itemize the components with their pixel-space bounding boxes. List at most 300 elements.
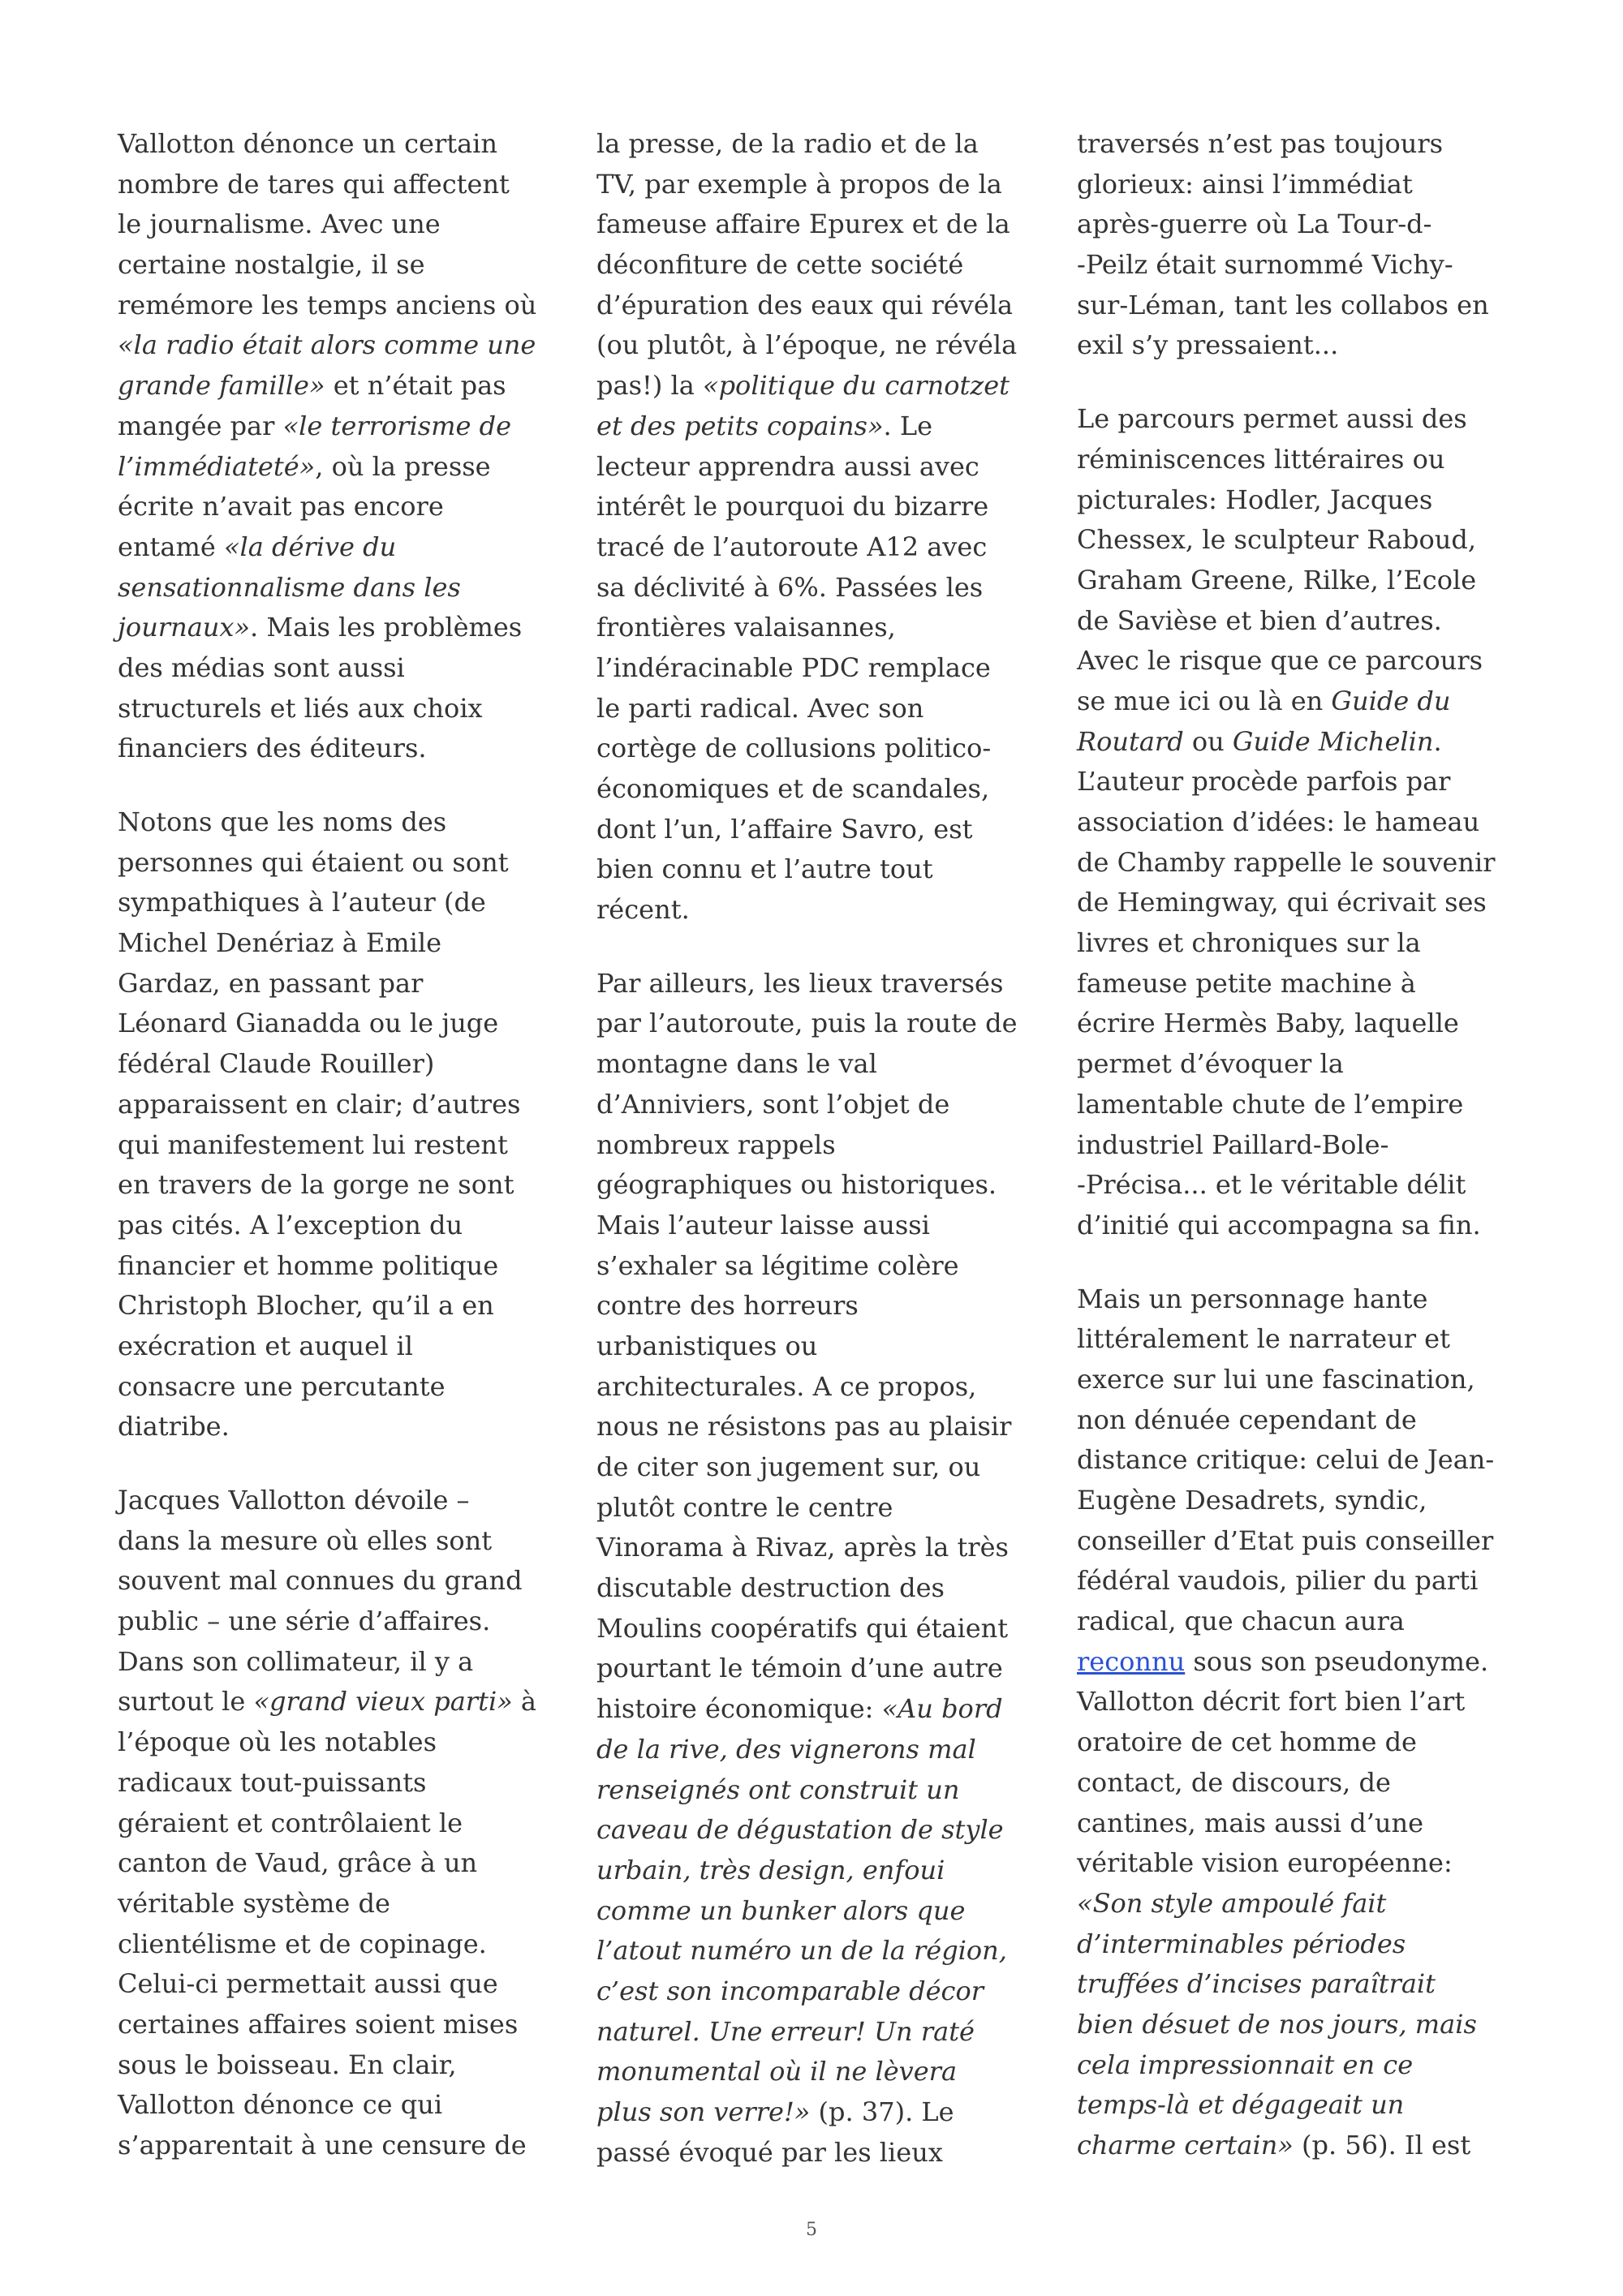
text-line [118,1602,580,1642]
text-line [118,1004,580,1044]
text-run: -Peilz était surnommé Vichy- [1077,249,1453,281]
text-run: remémore les temps anciens où [118,289,537,320]
italic-quote: «grand vieux parti» [253,1686,513,1718]
text-run: passé évoqué par les lieux [596,2136,943,2168]
text-line [596,1165,1059,1206]
text-run: après-guerre où La Tour-d- [1077,209,1432,240]
text-line [118,1165,580,1206]
text-run: l’époque où les notables [118,1726,437,1758]
paragraph [118,802,580,1447]
text-line [1077,802,1539,843]
text-run: fameuse affaire Epurex et de la [596,209,1010,240]
text-line [118,689,580,729]
text-run: clientélisme et de copinage. [118,1928,487,1959]
text-line [1077,2045,1539,2086]
text-line [1077,1360,1539,1400]
text-run: Moulins coopératifs qui étaient [596,1612,1009,1644]
text-line [118,568,580,608]
text-run: pas!) la [596,370,703,402]
text-run: qui manifestement lui restent [118,1129,508,1160]
text-run: pourtant le témoin d’une autre [596,1653,1003,1684]
text-run: L’auteur procède parfois par [1077,766,1451,798]
text-run: véritable vision européenne: [1077,1847,1453,1879]
text-run: s’exhaler sa légitime colère [596,1249,959,1281]
text-line [596,1730,1059,1770]
text-run: pas cités. A l’exception du [118,1209,463,1240]
text-run: traversés n’est pas toujours [1077,128,1444,159]
text-line [1077,245,1539,286]
text-run: Jacques Vallotton dévoile – [118,1485,470,1516]
text-line [1077,1843,1539,1884]
text-run: plutôt contre le centre [596,1491,893,1523]
text-line [596,1649,1059,1689]
paragraph [1077,399,1539,1245]
text-line [1077,601,1539,642]
italic-quote: Guide du [1331,685,1451,716]
text-run: , où la presse [315,450,491,482]
italic-quote: plus son verre!» [596,2096,811,2127]
text-run: Eugène Desadrets, syndic, [1077,1485,1427,1516]
text-line [596,245,1059,286]
italic-quote: charme certain» [1077,2130,1294,2161]
text-run: . [1433,725,1442,757]
italic-quote: l’immédiateté» [118,450,316,482]
text-line [118,2085,580,2126]
text-line [1077,124,1539,165]
text-run: nombreux rappels [596,1129,836,1160]
text-line [596,608,1059,648]
text-line [596,1447,1059,1488]
text-run: glorieux: ainsi l’immédiat [1077,168,1413,200]
text-run: le journalisme. Avec une [118,209,441,240]
text-run: lamentable chute de l’empire [1077,1088,1464,1120]
text-line [118,843,580,884]
text-run: sous le boisseau. En clair, [118,2049,457,2080]
text-run: et n’était pas [325,370,506,402]
text-run: Gardaz, en passant par [118,967,424,999]
italic-quote: bien désuet de nos jours, mais [1077,2008,1477,2040]
text-line [596,406,1059,447]
text-run: se mue ici ou là en [1077,685,1332,716]
text-run: sur-Léman, tant les collabos en [1077,289,1489,320]
text-run: -Précisa... et le véritable délit [1077,1169,1466,1201]
text-run: sympathiques à l’auteur (de [118,887,486,918]
text-run: TV, par exemple à propos de la [596,168,1002,200]
text-line [118,2045,580,2086]
text-run: la presse, de la radio et de la [596,128,979,159]
text-run: par l’autoroute, puis la route de [596,1008,1018,1039]
italic-quote: «la dérive du [223,531,397,562]
text-line [118,165,580,205]
text-line [1077,1763,1539,1804]
text-line [1077,1319,1539,1360]
italic-quote: monumental où il ne lèvera [596,2056,958,2087]
text-run: architecturales. A ce propos, [596,1370,977,1402]
text-run: cantines, mais aussi d’une [1077,1807,1424,1838]
text-line [596,849,1059,890]
text-run: écrite n’avait pas encore [118,491,444,522]
text-line [118,325,580,366]
text-line [118,1407,580,1447]
text-run: cortège de collusions politico- [596,733,992,764]
text-line [118,527,580,568]
text-line [596,1326,1059,1367]
text-line [118,883,580,923]
text-line [1077,1206,1539,1246]
italic-quote: l’atout numéro un de la région, [596,1935,1007,1967]
italic-quote: «la radio était alors comme une [118,329,536,361]
text-run: Mais un personnage hante [1077,1283,1428,1314]
italic-quote: naturel. Une erreur! Un raté [596,2015,975,2047]
text-line [1077,641,1539,681]
text-run: récent. [596,894,690,926]
text-line [596,1044,1059,1085]
text-line [596,1004,1059,1044]
text-line [118,124,580,165]
text-line [118,286,580,326]
text-run: (p. 56). Il est [1293,2130,1471,2161]
text-run: tracé de l’autoroute A12 avec [596,531,988,562]
text-line [118,245,580,286]
text-line [118,1642,580,1683]
text-run: d’épuration des eaux qui révéla [596,289,1014,320]
text-line [596,890,1059,931]
text-run: de citer son jugement sur, ou [596,1451,981,1482]
text-run: discutable destruction des [596,1572,945,1604]
text-run: véritable système de [118,1887,390,1919]
text-line [1077,1400,1539,1441]
text-run: (p. 37). Le [810,2096,954,2127]
text-run: l’indéracinable PDC remplace [596,651,991,683]
text-line [596,1246,1059,1287]
text-run: Dans son collimateur, il y a [118,1645,474,1677]
text-run: contact, de discours, de [1077,1766,1391,1798]
text-run: diatribe. [118,1411,230,1443]
text-run: exécration et auquel il [118,1330,413,1361]
text-line [596,1568,1059,1609]
reconnu-link[interactable]: reconnu [1077,1645,1186,1677]
italic-quote: truffées d’incises paraîtrait [1077,1968,1436,2000]
italic-quote: «politique du carnotzet [702,370,1010,402]
italic-quote: «le terrorisme de [282,410,511,441]
text-run: . Le [883,410,933,441]
text-line [118,608,580,648]
text-line [596,1528,1059,1568]
text-line [1077,2005,1539,2045]
text-line [596,204,1059,245]
text-line [596,1891,1059,1932]
text-line [118,1286,580,1326]
text-run: fameuse petite machine à [1077,967,1416,999]
text-run: de Savièse et bien d’autres. [1077,604,1442,636]
text-run: histoire économique: [596,1693,882,1725]
text-line [1077,1602,1539,1642]
italic-quote: Routard [1077,725,1184,757]
text-line [118,1682,580,1722]
text-run: financiers des éditeurs. [118,733,427,764]
text-run: déconfiture de cette société [596,249,964,281]
text-line [596,810,1059,850]
text-line [118,1964,580,2005]
text-line [118,1804,580,1844]
text-run: (ou plutôt, à l’époque, ne révéla [596,329,1018,361]
italic-quote: d’interminables périodes [1077,1928,1406,1959]
text-line [1077,1722,1539,1763]
text-run: Avec le risque que ce parcours [1077,645,1483,677]
text-line [1077,561,1539,601]
text-line [118,923,580,964]
text-run: écrire Hermès Baby, laquelle [1077,1008,1459,1039]
text-line [596,165,1059,205]
text-line [118,1085,580,1125]
text-run: Chessex, le sculpteur Raboud, [1077,524,1477,556]
text-line [118,1924,580,1965]
text-run: public – une série d’affaires. [118,1606,491,1637]
text-line [1077,1044,1539,1085]
text-run: fédéral vaudois, pilier du parti [1077,1565,1479,1597]
text-run: . Mais les problèmes [250,612,523,643]
text-line [596,366,1059,406]
text-run: exil s’y pressaient... [1077,329,1339,361]
text-line [1077,1279,1539,1320]
text-run: financier et homme politique [118,1249,499,1281]
text-line [596,1206,1059,1246]
italic-quote: et des petits copains» [596,410,884,441]
text-line [596,1125,1059,1166]
text-run: Vallotton dénonce ce qui [118,2089,443,2121]
text-line [596,648,1059,689]
italic-quote: comme un bunker alors que [596,1894,966,1926]
text-run: à [512,1686,536,1718]
paragraph [1077,124,1539,366]
text-line [1077,440,1539,480]
text-run: nous ne résistons pas au plaisir [596,1411,1012,1443]
text-line [118,1206,580,1246]
text-line [596,1286,1059,1326]
paragraph [118,1481,580,2166]
text-line [596,447,1059,488]
text-run: s’apparentait à une censure de [118,2130,527,2161]
text-line [118,1481,580,1521]
text-run: Notons que les noms des [118,806,447,837]
text-run: Par ailleurs, les lieux traversés [596,967,1004,999]
text-line [1077,325,1539,366]
text-line [1077,1924,1539,1965]
text-run: souvent mal connues du grand [118,1565,523,1597]
text-line [596,2012,1059,2053]
italic-quote: c’est son incomparable décor [596,1975,984,2006]
text-line [118,1326,580,1367]
text-run: entamé [118,531,224,562]
text-line [118,964,580,1004]
text-run: oratoire de cet homme de [1077,1726,1417,1758]
text-line [596,2052,1059,2092]
text-run: réminiscences littéraires ou [1077,443,1445,475]
text-line [1077,1521,1539,1562]
text-line [596,1770,1059,1811]
text-run: dans la mesure où elles sont [118,1524,493,1556]
text-run: surtout le [118,1686,254,1718]
text-line [118,447,580,488]
text-run: urbanistiques ou [596,1330,818,1361]
text-line [596,1367,1059,1408]
text-line [118,1246,580,1287]
italic-quote: temps-là et dégageait un [1077,2089,1405,2121]
text-line [596,689,1059,729]
text-line [596,568,1059,608]
text-run: Christoph Blocher, qu’il a en [118,1290,494,1322]
text-line [1077,883,1539,923]
text-run: industriel Paillard-Bole- [1077,1129,1389,1160]
text-run: certaines affaires soient mises [118,2008,519,2040]
italic-quote: journaux» [118,612,251,643]
text-line [1077,520,1539,561]
text-line [118,1367,580,1408]
text-line [1077,1440,1539,1481]
text-run: association d’idées: le hameau [1077,806,1480,837]
text-run: en travers de la gorge ne sont [118,1169,514,1201]
text-run: frontières valaisannes, [596,612,896,643]
text-run: conseiller d’Etat puis conseiller [1077,1524,1494,1556]
text-line [596,487,1059,527]
text-line [1077,722,1539,763]
text-line [596,1931,1059,1971]
text-line [118,2126,580,2166]
text-line [1077,1561,1539,1602]
text-line [118,1125,580,1166]
text-run: certaine nostalgie, il se [118,249,425,281]
text-run: livres et chroniques sur la [1077,927,1421,959]
text-run: intérêt le pourquoi du bizarre [596,491,989,522]
text-run: de Hemingway, qui écrivait ses [1077,887,1487,918]
text-run: d’initié qui accompagna sa fin. [1077,1209,1481,1240]
text-line [596,729,1059,769]
text-line [1077,1481,1539,1521]
text-line [1077,1682,1539,1722]
text-run: Celui-ci permettait aussi que [118,1968,498,2000]
text-run: Michel Denériaz à Emile [118,927,442,959]
text-run: le parti radical. Avec son [596,692,924,724]
text-run: radicaux tout-puissants [118,1766,427,1798]
text-column-3 [1077,124,1539,2199]
text-run: exerce sur lui une fascination, [1077,1363,1475,1395]
text-run: contre des horreurs [596,1290,859,1322]
page-number: 5 [806,2220,817,2240]
text-line [1077,286,1539,326]
text-line [1077,2126,1539,2166]
text-line [596,1810,1059,1851]
text-line [596,1609,1059,1649]
text-line [1077,1085,1539,1125]
italic-quote: cela impressionnait en ce [1077,2049,1414,2080]
italic-quote: grande famille» [118,370,325,402]
italic-quote: renseignés ont construit un [596,1774,960,1805]
text-column-2 [596,124,1059,2206]
text-line [1077,1642,1539,1683]
text-line [1077,1804,1539,1844]
text-line [596,2092,1059,2133]
text-run: fédéral Claude Rouiller) [118,1048,435,1080]
text-line [1077,2085,1539,2126]
paragraph [1077,1279,1539,2166]
text-run: apparaissent en clair; d’autres [118,1088,521,1120]
text-line [118,204,580,245]
text-run: Vallotton dénonce un certain [118,128,498,159]
text-run: Léonard Gianadda ou le juge [118,1008,499,1039]
paragraph [596,964,1059,2173]
text-line [1077,843,1539,884]
text-run: personnes qui étaient ou sont [118,846,509,878]
paragraph [596,124,1059,931]
text-line [1077,165,1539,205]
text-line [118,1561,580,1602]
text-run: nombre de tares qui affectent [118,168,510,200]
italic-quote: «Au bord [881,1693,1003,1725]
text-line [1077,1964,1539,2005]
text-run: des médias sont aussi [118,651,405,683]
text-line [118,1763,580,1804]
text-line [596,325,1059,366]
text-line [1077,399,1539,440]
text-line [118,487,580,527]
text-run: géraient et contrôlaient le [118,1807,463,1838]
text-run: sa déclivité à 6%. Passées les [596,571,984,603]
text-line [596,964,1059,1004]
text-run: distance critique: celui de Jean- [1077,1444,1495,1476]
text-line [118,1843,580,1884]
text-line [596,1851,1059,1891]
text-line [1077,1884,1539,1924]
text-line [1077,762,1539,802]
text-line [1077,1125,1539,1166]
text-line [596,124,1059,165]
text-run: mangée par [118,410,283,441]
italic-quote: de la rive, des vignerons mal [596,1733,976,1765]
text-line [118,802,580,843]
text-line [1077,923,1539,964]
text-run: non dénuée cependant de [1077,1404,1417,1435]
text-run: de Chamby rappelle le souvenir [1077,846,1496,878]
italic-quote: «Son style ampoulé fait [1077,1887,1387,1919]
italic-quote: urbain, très design, enfoui [596,1854,945,1885]
text-line [596,769,1059,810]
text-line [118,648,580,689]
text-run: ou [1183,725,1233,757]
text-run: picturales: Hodler, Jacques [1077,484,1433,515]
text-run: littéralement le narrateur et [1077,1323,1450,1355]
text-run: Vinorama à Rivaz, après la très [596,1532,1009,1563]
text-run: Mais l’auteur laisse aussi [596,1209,930,1240]
text-run: lecteur apprendra aussi avec [596,450,979,482]
text-line [1077,204,1539,245]
italic-quote: caveau de dégustation de style [596,1814,1004,1846]
text-run: permet d’évoquer la [1077,1048,1344,1080]
text-run: Vallotton décrit fort bien l’art [1077,1686,1466,1718]
text-run: Le parcours permet aussi des [1077,403,1467,435]
text-line [118,729,580,769]
text-run: radical, que chacun aura [1077,1606,1405,1637]
text-run: Graham Greene, Rilke, l’Ecole [1077,564,1477,595]
text-line [596,1085,1059,1125]
text-line [1077,1165,1539,1206]
text-run: sous son pseudonyme. [1185,1645,1489,1677]
text-line [596,527,1059,568]
text-run: économiques et de scandales, [596,773,990,804]
text-line [596,286,1059,326]
text-line [118,1884,580,1924]
text-line [1077,964,1539,1004]
text-run: canton de Vaud, grâce à un [118,1847,478,1879]
